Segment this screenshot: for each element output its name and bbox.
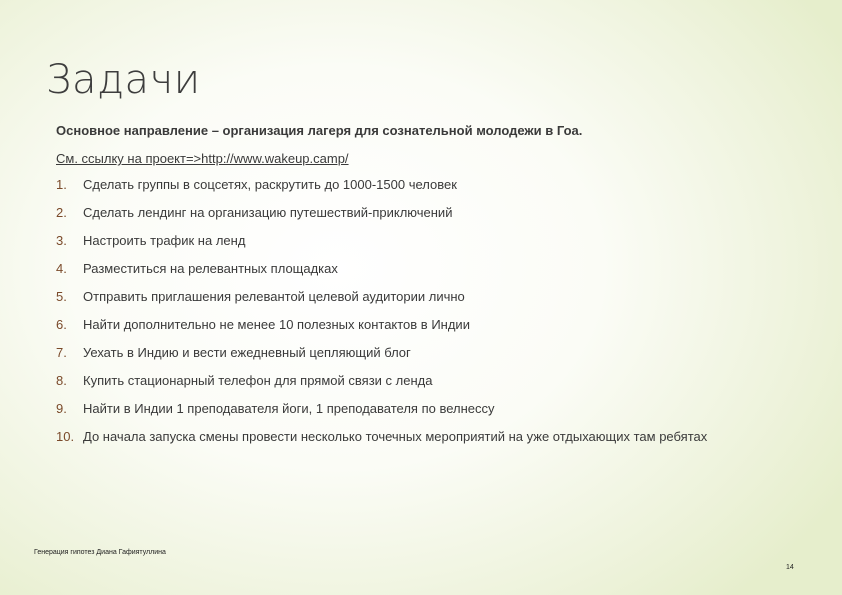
task-text: Найти дополнительно не менее 10 полезных контактов в Индии [83, 317, 470, 332]
task-text: Сделать лендинг на организацию путешествий-приключений [83, 205, 453, 220]
task-text: Настроить трафик на ленд [83, 233, 246, 248]
task-list [56, 177, 796, 457]
task-item [56, 233, 796, 249]
task-text: До начала запуска смены провести несколько точечных мероприятий на уже отдыхающих там ребятах [83, 429, 708, 444]
task-item [56, 317, 796, 333]
task-text: Сделать группы в соцсетях, раскрутить до 1000-1500 человек [83, 177, 457, 192]
task-number: 8. [56, 373, 67, 388]
task-number: 10. [56, 429, 75, 444]
task-number: 2. [56, 205, 67, 220]
task-number: 6. [56, 317, 67, 332]
footer-author-note: Генерация гипотез Диана Гафиятуллина [34, 549, 166, 556]
task-number: 4. [56, 261, 67, 276]
task-item [56, 345, 796, 361]
task-item [56, 373, 796, 389]
task-text: Уехать в Индию и вести ежедневный цепляющий блог [83, 345, 411, 360]
project-link[interactable]: См. ссылку на проект=>http://www.wakeup.camp/ [56, 151, 349, 166]
task-item [56, 177, 796, 193]
slide-title: Задачи [46, 57, 201, 103]
task-text: Разместиться на релевантных площадках [83, 261, 338, 276]
task-text: Отправить приглашения релевантой целевой аудитории лично [83, 289, 465, 304]
task-item [56, 429, 796, 445]
lead-statement: Основное направление – организация лагеря для сознательной молодежи в Гоа. [56, 123, 583, 138]
task-text: Найти в Индии 1 преподавателя йоги, 1 преподавателя по велнессу [83, 401, 495, 416]
task-text: Купить стационарный телефон для прямой связи с ленда [83, 373, 433, 388]
task-item [56, 401, 796, 417]
task-item [56, 261, 796, 277]
task-number: 3. [56, 233, 67, 248]
task-number: 9. [56, 401, 67, 416]
task-item [56, 289, 796, 305]
task-number: 1. [56, 177, 67, 192]
task-number: 5. [56, 289, 67, 304]
page-number: 14 [786, 564, 794, 571]
task-item [56, 205, 796, 221]
task-number: 7. [56, 345, 67, 360]
